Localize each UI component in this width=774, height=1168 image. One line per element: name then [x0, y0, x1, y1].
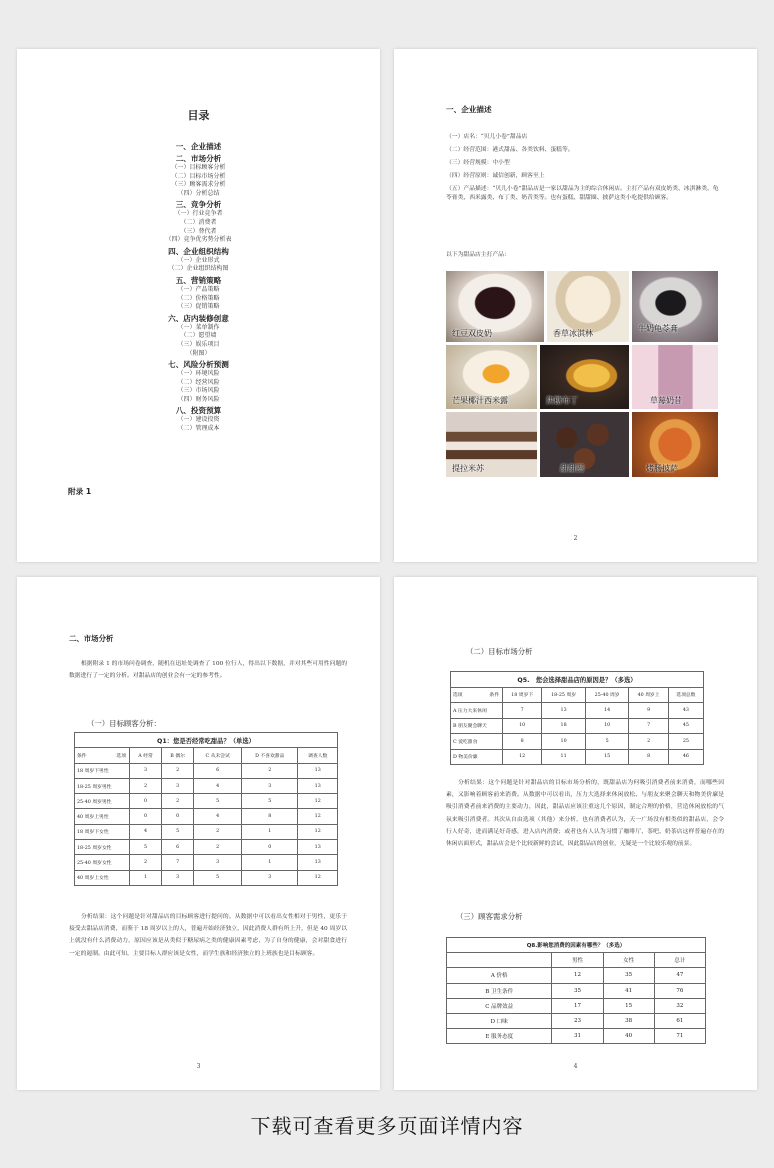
toc-subsection[interactable]: （三）娱乐项目: [177, 340, 220, 348]
page-number: 3: [196, 1063, 201, 1070]
page-toc: [17, 49, 380, 562]
product-caption: 提拉米苏: [452, 464, 484, 473]
table-caption: Q8.影响您消费的因素有哪些？（多选）: [447, 938, 706, 953]
toc-section[interactable]: 四、企业组织结构: [168, 246, 229, 256]
table-cell: 3: [242, 870, 298, 885]
table-cell: 1: [130, 870, 162, 885]
table-cell: 2: [130, 855, 162, 870]
table-cell: 12: [298, 809, 338, 824]
table-cell: 0: [130, 809, 162, 824]
table-row: [447, 1013, 706, 1028]
table-row: [75, 870, 338, 885]
q8-table: [446, 937, 706, 1044]
table-cell: 31: [552, 1029, 603, 1044]
table-cell: 61: [654, 1013, 705, 1028]
table-cell: 23: [552, 1013, 603, 1028]
table-cell: 5: [130, 840, 162, 855]
table-cell: 38: [603, 1013, 654, 1028]
table-cell: 10: [585, 718, 629, 734]
table-row: [447, 983, 706, 998]
column-header: B 偶尔: [162, 748, 194, 763]
table-cell: 15: [585, 749, 629, 765]
table-row: [75, 824, 338, 839]
row-label: A 压力大来休闲: [451, 703, 503, 719]
table-cell: 13: [298, 778, 338, 793]
table-cell: 0: [242, 840, 298, 855]
table-cell: 2: [162, 763, 194, 778]
list-item: （二）经营范围：港式甜品、各类饮料、蛋糕等。: [446, 146, 574, 153]
list-item: （一）店名：“贝儿小卷”甜品店: [446, 134, 528, 140]
table-row: [447, 968, 706, 983]
product-photo-red-bean: [446, 271, 544, 342]
section-heading: 二、市场分析: [69, 634, 114, 643]
toc-section[interactable]: 七、风险分析预测: [168, 360, 229, 370]
table-cell: 11: [542, 749, 586, 765]
product-caption: 焦糖布丁: [546, 396, 578, 405]
table-cell: 2: [242, 763, 298, 778]
table-cell: 5: [585, 734, 629, 750]
table-cell: 13: [298, 855, 338, 870]
list-item: （四）经营原则：诚信创新，顾客至上: [446, 172, 545, 179]
product-caption: 香草冰淇林: [553, 329, 593, 338]
column-header: 18 周岁下: [503, 687, 542, 703]
product-photo-pudding: [540, 345, 629, 409]
toc-section[interactable]: 八、投资预算: [175, 406, 222, 416]
analysis-paragraph: 分析结果：这个问题是针对甜品店的目标顾客进行提问的。从数据中可以看出女性相对于男性，更乐于接受去甜品店消费，而鉴于 18 周岁以上的人，普遍开始经济独立，因此消费人群有所上升，但是 40 周岁以上就没有什么消费动力，原因应该是从类似于糖尿病之类的健康因素考虑，为了自身的健康，会对甜食进行一定的遏制。由此可知，主要目标人群应该是女性，而学生族和经济独立的上班族也是目标顾客。: [69, 914, 347, 957]
table-header-row: [451, 687, 704, 703]
table-header-row: [75, 748, 338, 763]
toc-section[interactable]: 二、市场分析: [175, 154, 222, 163]
table-cell: 10: [542, 734, 586, 750]
row-label: 18-25 周岁男性: [75, 778, 130, 793]
table-cell: 12: [552, 968, 603, 983]
product-caption: 甜甜圈: [560, 464, 584, 473]
table-cell: 8: [242, 809, 298, 824]
table-caption: Q5. 您会选择甜品店的原因是？（多选）: [451, 672, 704, 688]
table-caption: Q1：您是否经常吃甜品？（单选）: [75, 733, 338, 748]
table-row: [75, 778, 338, 793]
toc-subsection[interactable]: （一）菜单制作: [177, 323, 220, 331]
row-label: 18 周岁下男性: [75, 763, 130, 778]
table-cell: 6: [194, 763, 242, 778]
table-row: [75, 794, 338, 809]
table-cell: 4: [194, 778, 242, 793]
q1-table: [74, 732, 338, 886]
download-more-banner[interactable]: 下载可查看更多页面详情内容: [250, 1114, 524, 1138]
row-label: C 爱吃甜食: [451, 734, 503, 750]
table-header-row: [447, 953, 706, 968]
table-cell: 17: [552, 998, 603, 1013]
table-cell: 5: [242, 794, 298, 809]
table-cell: 15: [603, 998, 654, 1013]
page-target-market: [394, 577, 757, 1090]
table-cell: 8: [629, 749, 668, 765]
table-cell: 10: [503, 718, 542, 734]
table-cell: 3: [242, 778, 298, 793]
toc-subsection[interactable]: （二）企业组织结构图: [168, 265, 229, 273]
table-cell: 12: [503, 749, 542, 765]
toc-subsection[interactable]: （一）行业竞争者: [174, 210, 223, 218]
product-caption: 烤肠披萨: [646, 464, 678, 473]
toc-section[interactable]: 三、竞争分析: [175, 200, 222, 210]
table-cell: 7: [629, 718, 668, 734]
sub-heading: （一）目标顾客分析：: [87, 719, 161, 728]
row-label: D 口味: [447, 1013, 552, 1028]
toc-subsection[interactable]: （四）财务风险: [177, 395, 220, 403]
sub-heading: （二）目标市场分析: [466, 647, 533, 656]
toc-subsection[interactable]: （二）经营风险: [177, 378, 220, 386]
table-cell: 47: [654, 968, 705, 983]
table-of-contents: [17, 140, 380, 434]
page-enterprise-description: [394, 49, 757, 562]
page-number: 2: [573, 535, 578, 542]
product-photo-milkshake: [632, 345, 718, 409]
product-caption: 芒果椰汁西米露: [452, 396, 508, 405]
row-label: A 价格: [447, 968, 552, 983]
table-cell: 2: [194, 824, 242, 839]
table-row: [75, 855, 338, 870]
column-header: 女性: [603, 953, 654, 968]
toc-subsection[interactable]: （三）顾客需求分析: [171, 181, 226, 189]
table-row: [447, 998, 706, 1013]
product-photo-grid: [446, 271, 718, 477]
row-label: 25-40 周岁男性: [75, 794, 130, 809]
toc-subsection[interactable]: （四）竞争优劣势分析表: [165, 236, 232, 244]
table-row: [451, 718, 704, 734]
row-label: B 朋友聚会聊天: [451, 718, 503, 734]
column-header: 25-40 周岁: [585, 687, 629, 703]
table-cell: 9: [629, 703, 668, 719]
table-cell: 45: [668, 718, 703, 734]
row-label: D 物美价廉: [451, 749, 503, 765]
toc-subsection[interactable]: （三）替代者: [180, 227, 217, 235]
row-label: B 卫生条件: [447, 983, 552, 998]
analysis-paragraph: 分析结果：这个问题是针对甜品店的目标市场分析的，既甜品店为何吸引消费者前来消费，而哪些因素，又影响着顾客前来消费。从数据中可以看出，压力大选择来休闲放松、与朋友来聚会聊天和物美价廉是吸引消费者前来消费的主要动力，因此，甜品店应该注重这几个原因，制定合理的价格，营造休闲放松的气氛来吸引消费者。其次从自由选项（其他）来分析，也有消费者认为，天一广场没有相类似的甜品店，会令行人好奇，进而满足好奇感，进入店内消费；或者也有人认为习惯了咖啡厅、茶吧、奶茶店这样普遍存在的休闲店面形式，甜品店会是个比较新鲜的尝试，因此甜品店的创业，无疑是一个比较乐观的前景。: [446, 780, 724, 848]
table-cell: 3: [194, 855, 242, 870]
table-cell: 1: [242, 824, 298, 839]
table-cell: 0: [162, 809, 194, 824]
table-cell: 32: [654, 998, 705, 1013]
table-row: [451, 734, 704, 750]
product-photo-tiramisu: [446, 412, 537, 477]
row-label: 25-40 周岁女性: [75, 855, 130, 870]
table-row: [451, 749, 704, 765]
table-cell: 14: [585, 703, 629, 719]
row-label: 40 周岁上男性: [75, 809, 130, 824]
row-label: 40 周岁上女性: [75, 870, 130, 885]
column-header: 调查人数: [298, 748, 338, 763]
product-photo-ice-cream: [547, 271, 629, 342]
table-cell: 41: [603, 983, 654, 998]
column-header: 男性: [552, 953, 603, 968]
product-caption: 草莓奶昔: [650, 396, 682, 405]
toc-subsection[interactable]: （附图）: [186, 349, 211, 357]
toc-section[interactable]: 六、店内装修创意: [168, 313, 229, 323]
table-cell: 3: [162, 870, 194, 885]
table-cell: 40: [603, 1029, 654, 1044]
table-cell: 76: [654, 983, 705, 998]
product-photo-guiling: [632, 271, 718, 342]
table-cell: 2: [162, 794, 194, 809]
table-cell: 7: [503, 703, 542, 719]
table-cell: 43: [668, 703, 703, 719]
table-cell: 2: [629, 734, 668, 750]
table-cell: 5: [162, 824, 194, 839]
table-cell: 5: [194, 870, 242, 885]
row-label: C 品牌效益: [447, 998, 552, 1013]
q5-table: [450, 671, 704, 765]
table-cell: 13: [542, 703, 586, 719]
table-cell: 8: [503, 734, 542, 750]
toc-subsection[interactable]: （二）价格策略: [177, 294, 220, 302]
toc-subsection[interactable]: （一）环境风险: [177, 370, 220, 378]
table-cell: 12: [298, 824, 338, 839]
table-corner: [75, 748, 130, 763]
column-header: 18-25 周岁: [542, 687, 586, 703]
product-photo-pizza: [632, 412, 718, 477]
description-list: [446, 133, 724, 207]
table-cell: 25: [668, 734, 703, 750]
table-cell: 0: [130, 794, 162, 809]
table-row: [75, 763, 338, 778]
table-corner: [451, 687, 503, 703]
table-row: [75, 809, 338, 824]
product-photo-mango-sago: [446, 345, 537, 409]
list-item: （三）经营规模：中小型: [446, 159, 510, 166]
row-label: 18 周岁下女性: [75, 824, 130, 839]
toc-section[interactable]: 一、企业描述: [175, 142, 222, 151]
table-cell: 13: [298, 840, 338, 855]
column-header: A 经常: [130, 748, 162, 763]
product-caption: 牛奶龟苓膏: [638, 324, 678, 333]
toc-subsection[interactable]: （二）管理成本: [177, 425, 220, 433]
toc-subsection[interactable]: （一）建设投资: [177, 416, 220, 424]
toc-subsection[interactable]: （四）分析总结: [177, 189, 220, 197]
column-header: [447, 953, 552, 968]
row-label: 18-25 周岁女性: [75, 840, 130, 855]
table-row: [447, 1029, 706, 1044]
column-header: D 不喜欢甜品: [242, 748, 298, 763]
corner-label-left: 选项: [453, 693, 463, 699]
sub-heading: （三）顾客需求分析: [456, 912, 523, 921]
toc-subsection[interactable]: （三）市场风险: [177, 387, 220, 395]
toc-subsection[interactable]: （三）促销策略: [177, 303, 220, 311]
table-row: [75, 840, 338, 855]
table-cell: 1: [242, 855, 298, 870]
product-photo-donut: [540, 412, 629, 477]
column-header: C 从未尝试: [194, 748, 242, 763]
corner-label-left: 条件: [77, 753, 87, 759]
table-cell: 4: [194, 809, 242, 824]
products-intro: 以下为甜品店主打产品：: [446, 252, 510, 258]
corner-label-right: 条件: [489, 693, 499, 699]
table-cell: 35: [552, 983, 603, 998]
table-cell: 3: [162, 778, 194, 793]
table-cell: 18: [542, 718, 586, 734]
list-item: （五）产品描述：“贝儿小卷”甜品店是一家以甜品为主的综合休闲店。主打产品有双皮奶类、冰淇淋类、龟苓膏类、西米露类、布丁类、奶昔类等。也有蛋糕、甜甜圈、披萨这类小吃提供给顾客。: [446, 185, 719, 201]
intro-paragraph: 根据附录 1 的市场问卷调查，随机在迅址处调查了 100 位行人，得出以下数据，并对其些可用性问题的数据进行了一定的分析。对甜品店的创业会有一定的参考性。: [69, 661, 347, 680]
page-number: 4: [573, 1063, 578, 1070]
table-cell: 5: [194, 794, 242, 809]
table-cell: 46: [668, 749, 703, 765]
section-heading: 一、企业描述: [446, 105, 492, 114]
toc-subsection[interactable]: （二）消费者: [180, 218, 217, 226]
toc-subsection[interactable]: （一）目标顾客分析: [171, 164, 226, 171]
corner-label-right: 选项: [116, 753, 126, 759]
table-cell: 3: [130, 763, 162, 778]
toc-subsection[interactable]: （一）企业形式: [177, 256, 220, 264]
table-cell: 2: [194, 840, 242, 855]
table-cell: 12: [298, 794, 338, 809]
row-label: E 服务态度: [447, 1029, 552, 1044]
appendix-label: 附录 1: [68, 487, 92, 496]
toc-section[interactable]: 五、营销策略: [175, 275, 222, 285]
toc-subsection[interactable]: （二）目标市场分析: [171, 172, 226, 180]
table-cell: 35: [603, 968, 654, 983]
toc-subsection[interactable]: （一）产品策略: [177, 285, 220, 293]
table-cell: 6: [162, 840, 194, 855]
toc-subsection[interactable]: （二）愿望墙: [180, 332, 217, 340]
toc-title: 目录: [187, 109, 210, 122]
product-caption: 红豆双皮奶: [452, 329, 492, 338]
table-cell: 13: [298, 763, 338, 778]
column-header: 选项总数: [668, 687, 703, 703]
column-header: 总计: [654, 953, 705, 968]
table-cell: 4: [130, 824, 162, 839]
table-cell: 71: [654, 1029, 705, 1044]
column-header: 40 周岁上: [629, 687, 668, 703]
table-cell: 12: [298, 870, 338, 885]
table-row: [451, 703, 704, 719]
table-cell: 2: [130, 778, 162, 793]
table-cell: 7: [162, 855, 194, 870]
page-market-analysis: [17, 577, 380, 1090]
